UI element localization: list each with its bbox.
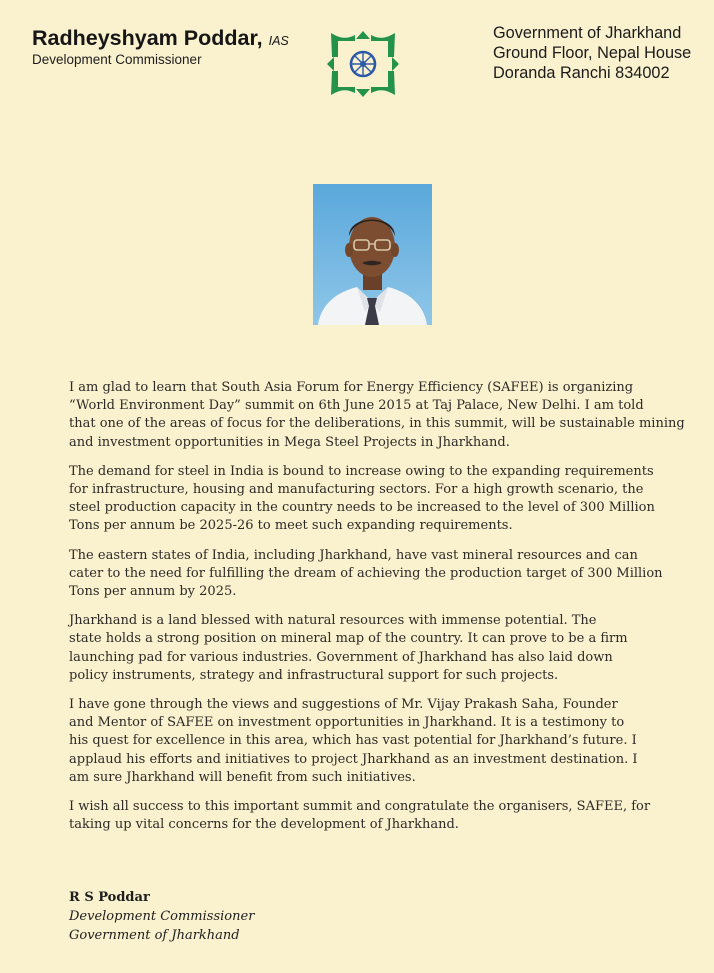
body-paragraph bbox=[69, 612, 669, 685]
body-line: and investment opportunities in Mega Steel Projects in Jharkhand. bbox=[69, 434, 510, 450]
body-line: Jharkhand is a land blessed with natural resources with immense potential. The bbox=[69, 613, 597, 629]
body-line: I wish all success to this important summit and congratulate the organisers, SAFEE, for bbox=[69, 799, 651, 815]
body-line: state holds a strong position on mineral map of the country. It can prove to be a firm bbox=[69, 631, 628, 647]
address-line: Ground Floor, Nepal House bbox=[493, 44, 692, 62]
body-line: I am glad to learn that South Asia Forum for Energy Efficiency (SAFEE) is organizing bbox=[69, 380, 634, 395]
signature-org: Government of Jharkhand bbox=[69, 928, 240, 943]
signature-title: Development Commissioner bbox=[69, 909, 255, 924]
body-paragraph bbox=[69, 463, 669, 536]
body-line: am sure Jharkhand will benefit from such initiatives. bbox=[69, 769, 416, 785]
body-line: that one of the areas of focus for the deliberations, in this summit, will be sustainable mining bbox=[69, 416, 685, 432]
body-line: steel production capacity in the country needs to be increased to the level of 300 Million bbox=[69, 500, 655, 516]
body-line: The demand for steel in India is bound to increase owing to the expanding requirements bbox=[69, 463, 654, 479]
body-paragraph bbox=[69, 798, 669, 834]
signature-name: R S Poddar bbox=[69, 890, 150, 905]
body-line: Tons per annum be 2025-26 to meet such expanding requirements. bbox=[69, 518, 513, 534]
body-line: for infrastructure, housing and manufacturing sectors. For a high growth scenario, the bbox=[69, 482, 644, 498]
jharkhand-govt-emblem-icon bbox=[325, 29, 401, 99]
body-line: policy instruments, strategy and infrastructural support for such projects. bbox=[69, 667, 559, 683]
body-line: Tons per annum by 2025. bbox=[69, 584, 237, 600]
body-line: applaud his efforts and initiatives to project Jharkhand as an investment destination. I bbox=[69, 751, 638, 767]
signature-block bbox=[69, 888, 254, 945]
address-line: Doranda Ranchi 834002 bbox=[493, 64, 670, 82]
body-line: taking up vital concerns for the development of Jharkhand. bbox=[69, 817, 459, 833]
body-line: “World Environment Day” summit on 6th June 2015 at Taj Palace, New Delhi. I am told bbox=[69, 398, 644, 414]
sender-title: Development Commissioner bbox=[32, 52, 202, 67]
body-line: his quest for excellence in this area, which has vast potential for Jharkhand’s future. I bbox=[69, 733, 637, 749]
address-line: Government of Jharkhand bbox=[493, 24, 682, 42]
sender-suffix: IAS bbox=[268, 34, 289, 48]
body-line: launching pad for various industries. Government of Jharkhand has also laid down bbox=[69, 649, 613, 665]
body-paragraph bbox=[69, 547, 669, 602]
sender-name-text: Radheyshyam Poddar, bbox=[32, 26, 263, 50]
body-line: I have gone through the views and suggestions of Mr. Vijay Prakash Saha, Founder bbox=[69, 697, 618, 713]
body-line: and Mentor of SAFEE on investment opportunities in Jharkhand. It is a testimony to bbox=[69, 715, 625, 731]
body-line: cater to the need for fulfilling the dream of achieving the production target of 300 Million bbox=[69, 565, 663, 581]
sender-name bbox=[32, 26, 289, 51]
portrait-photo bbox=[313, 184, 432, 325]
letter-body bbox=[69, 379, 685, 845]
body-paragraph bbox=[69, 696, 669, 787]
body-paragraph bbox=[69, 379, 685, 452]
body-line: The eastern states of India, including Jharkhand, have vast mineral resources and can bbox=[69, 547, 638, 563]
sender-address bbox=[493, 23, 691, 83]
